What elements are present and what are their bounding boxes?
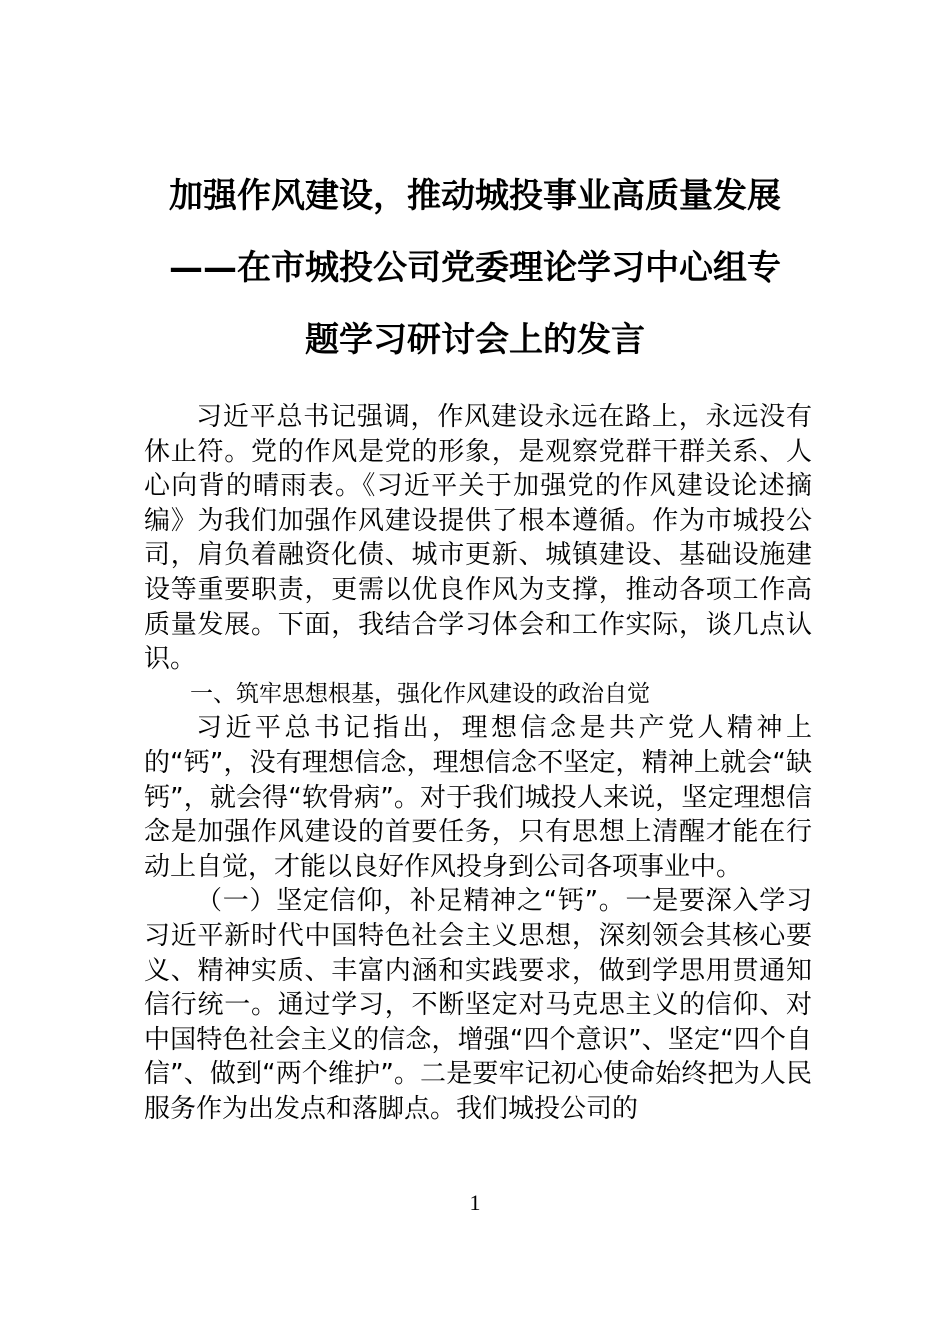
paragraph-subsection-1: （一）坚定信仰，补足精神之“钙”。一是要深入学习习近平新时代中国特色社会主义思想，深刻领会其核心要义、精神实质、丰富内涵和实践要求，做到学思用贯通知信行统一。通过学习，不断坚定对马克思主义的信仰、对中国特色社会主义的信念，增强“四个意识”、坚定“四个自信”、做到“两个维护”。二是要牢记初心使命始终把为人民服务作为出发点和落脚点。我们城投公司的 bbox=[144, 886, 812, 1124]
title-line-1: 加强作风建设，推动城投事业高质量发展 bbox=[169, 176, 781, 216]
section-heading-1: 一、筑牢思想根基，强化作风建设的政治自觉 bbox=[190, 680, 650, 707]
page-number: 1 bbox=[469, 1190, 481, 1215]
paragraph-section-1: 习近平总书记指出，理想信念是共产党人精神上的“钙”，没有理想信念，理想信念不坚定，精神上就会“缺钙”，就会得“软骨病”。对于我们城投人来说，坚定理想信念是加强作风建设的首要任务，只有思想上清醒才能在行动上自觉，才能以良好作风投身到公司各项事业中。 bbox=[144, 713, 812, 882]
document-title bbox=[140, 160, 810, 376]
document-body bbox=[144, 400, 812, 1126]
paragraph-intro: 习近平总书记强调，作风建设永远在路上，永远没有休止符。党的作风是党的形象，是观察党群干群关系、人心向背的晴雨表。《习近平关于加强党的作风建设论述摘编》为我们加强作风建设提供了根本遵循。作为市城投公司，肩负着融资化债、城市更新、城镇建设、基础设施建设等重要职责，更需以优良作风为支撑，推动各项工作高质量发展。下面，我结合学习体会和工作实际，谈几点认识。 bbox=[144, 402, 812, 675]
title-line-3: 题学习研讨会上的发言 bbox=[305, 320, 645, 360]
title-line-2: ——在市城投公司党委理论学习中心组专 bbox=[169, 248, 781, 288]
